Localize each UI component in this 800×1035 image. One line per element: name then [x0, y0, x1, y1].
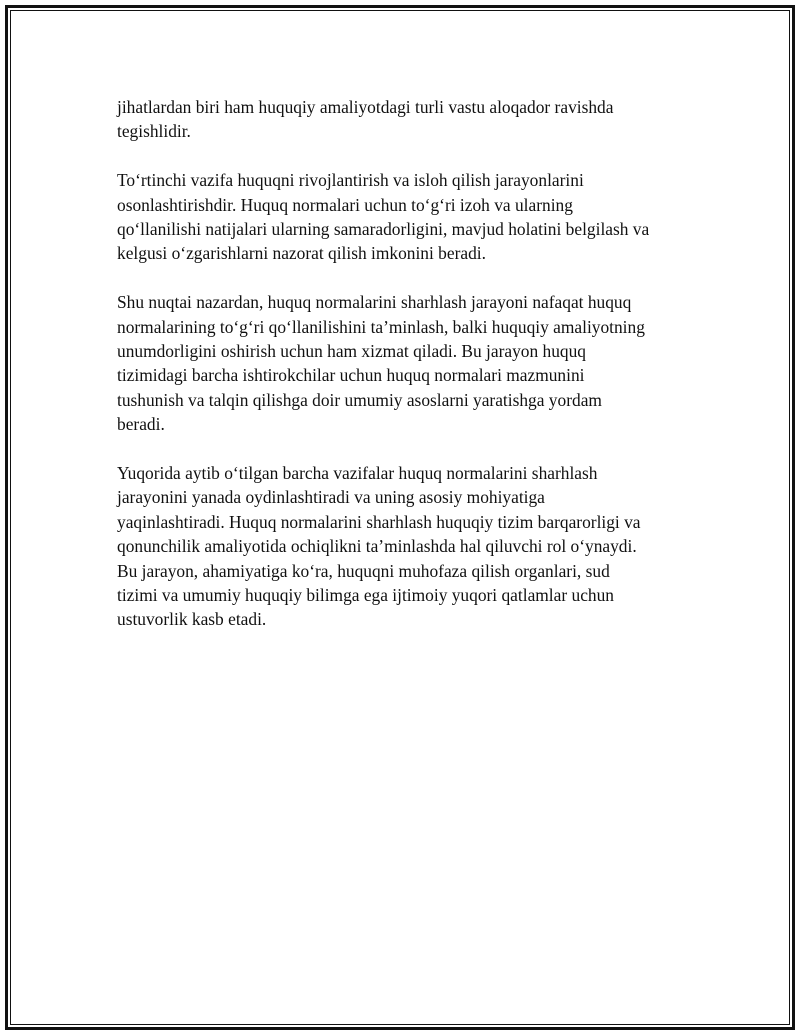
paragraph-1: jihatlardan biri ham huquqiy amaliyotdagi turli vastu aloqador ravishda tegishlidir. — [117, 97, 614, 142]
paragraph-3: Shu nuqtai nazardan, huquq normalarini sharhlash jarayoni nafaqat huquq normalarining to‘g‘ri qo‘llanilishini ta’minlash, balki huquqiy amaliyotning unumdorligini oshirish uchun ham xizmat qiladi. Bu jarayon huquq tizimidagi barcha ishtirokchilar uchun huquq normalari mazmunini tushunish va talqin qilishga doir umumiy asoslarni yaratishga yordam beradi. — [117, 292, 645, 435]
paragraph-4: Yuqorida aytib o‘tilgan barcha vazifalar huquq normalarini sharhlash jarayonini yanada oydinlashtiradi va uning asosiy mohiyatiga yaqinlashtiradi. Huquq normalarini sharhlash huquqiy tizim barqarorligi va qonunchilik amaliyotida ochiqlikni ta’minlashda hal qiluvchi rol o‘ynaydi. Bu jarayon, ahamiyatiga ko‘ra, huquqni muhofaza qilish organlari, sud tizimi va umumiy huquqiy bilimga ega ijtimoiy yuqori qatlamlar uchun ustuvorlik kasb etadi. — [117, 463, 641, 630]
document-page — [5, 5, 795, 1030]
document-body — [117, 95, 692, 656]
paragraph-2: To‘rtinchi vazifa huquqni rivojlantirish va isloh qilish jarayonlarini osonlashtirishdir. Huquq normalari uchun to‘g‘ri izoh va ularning qo‘llanilishi natijalari ularning samaradorligini, mavjud holatini belgilash va kelgusi o‘zgarishlarni nazorat qilish imkonini beradi. — [117, 170, 650, 264]
